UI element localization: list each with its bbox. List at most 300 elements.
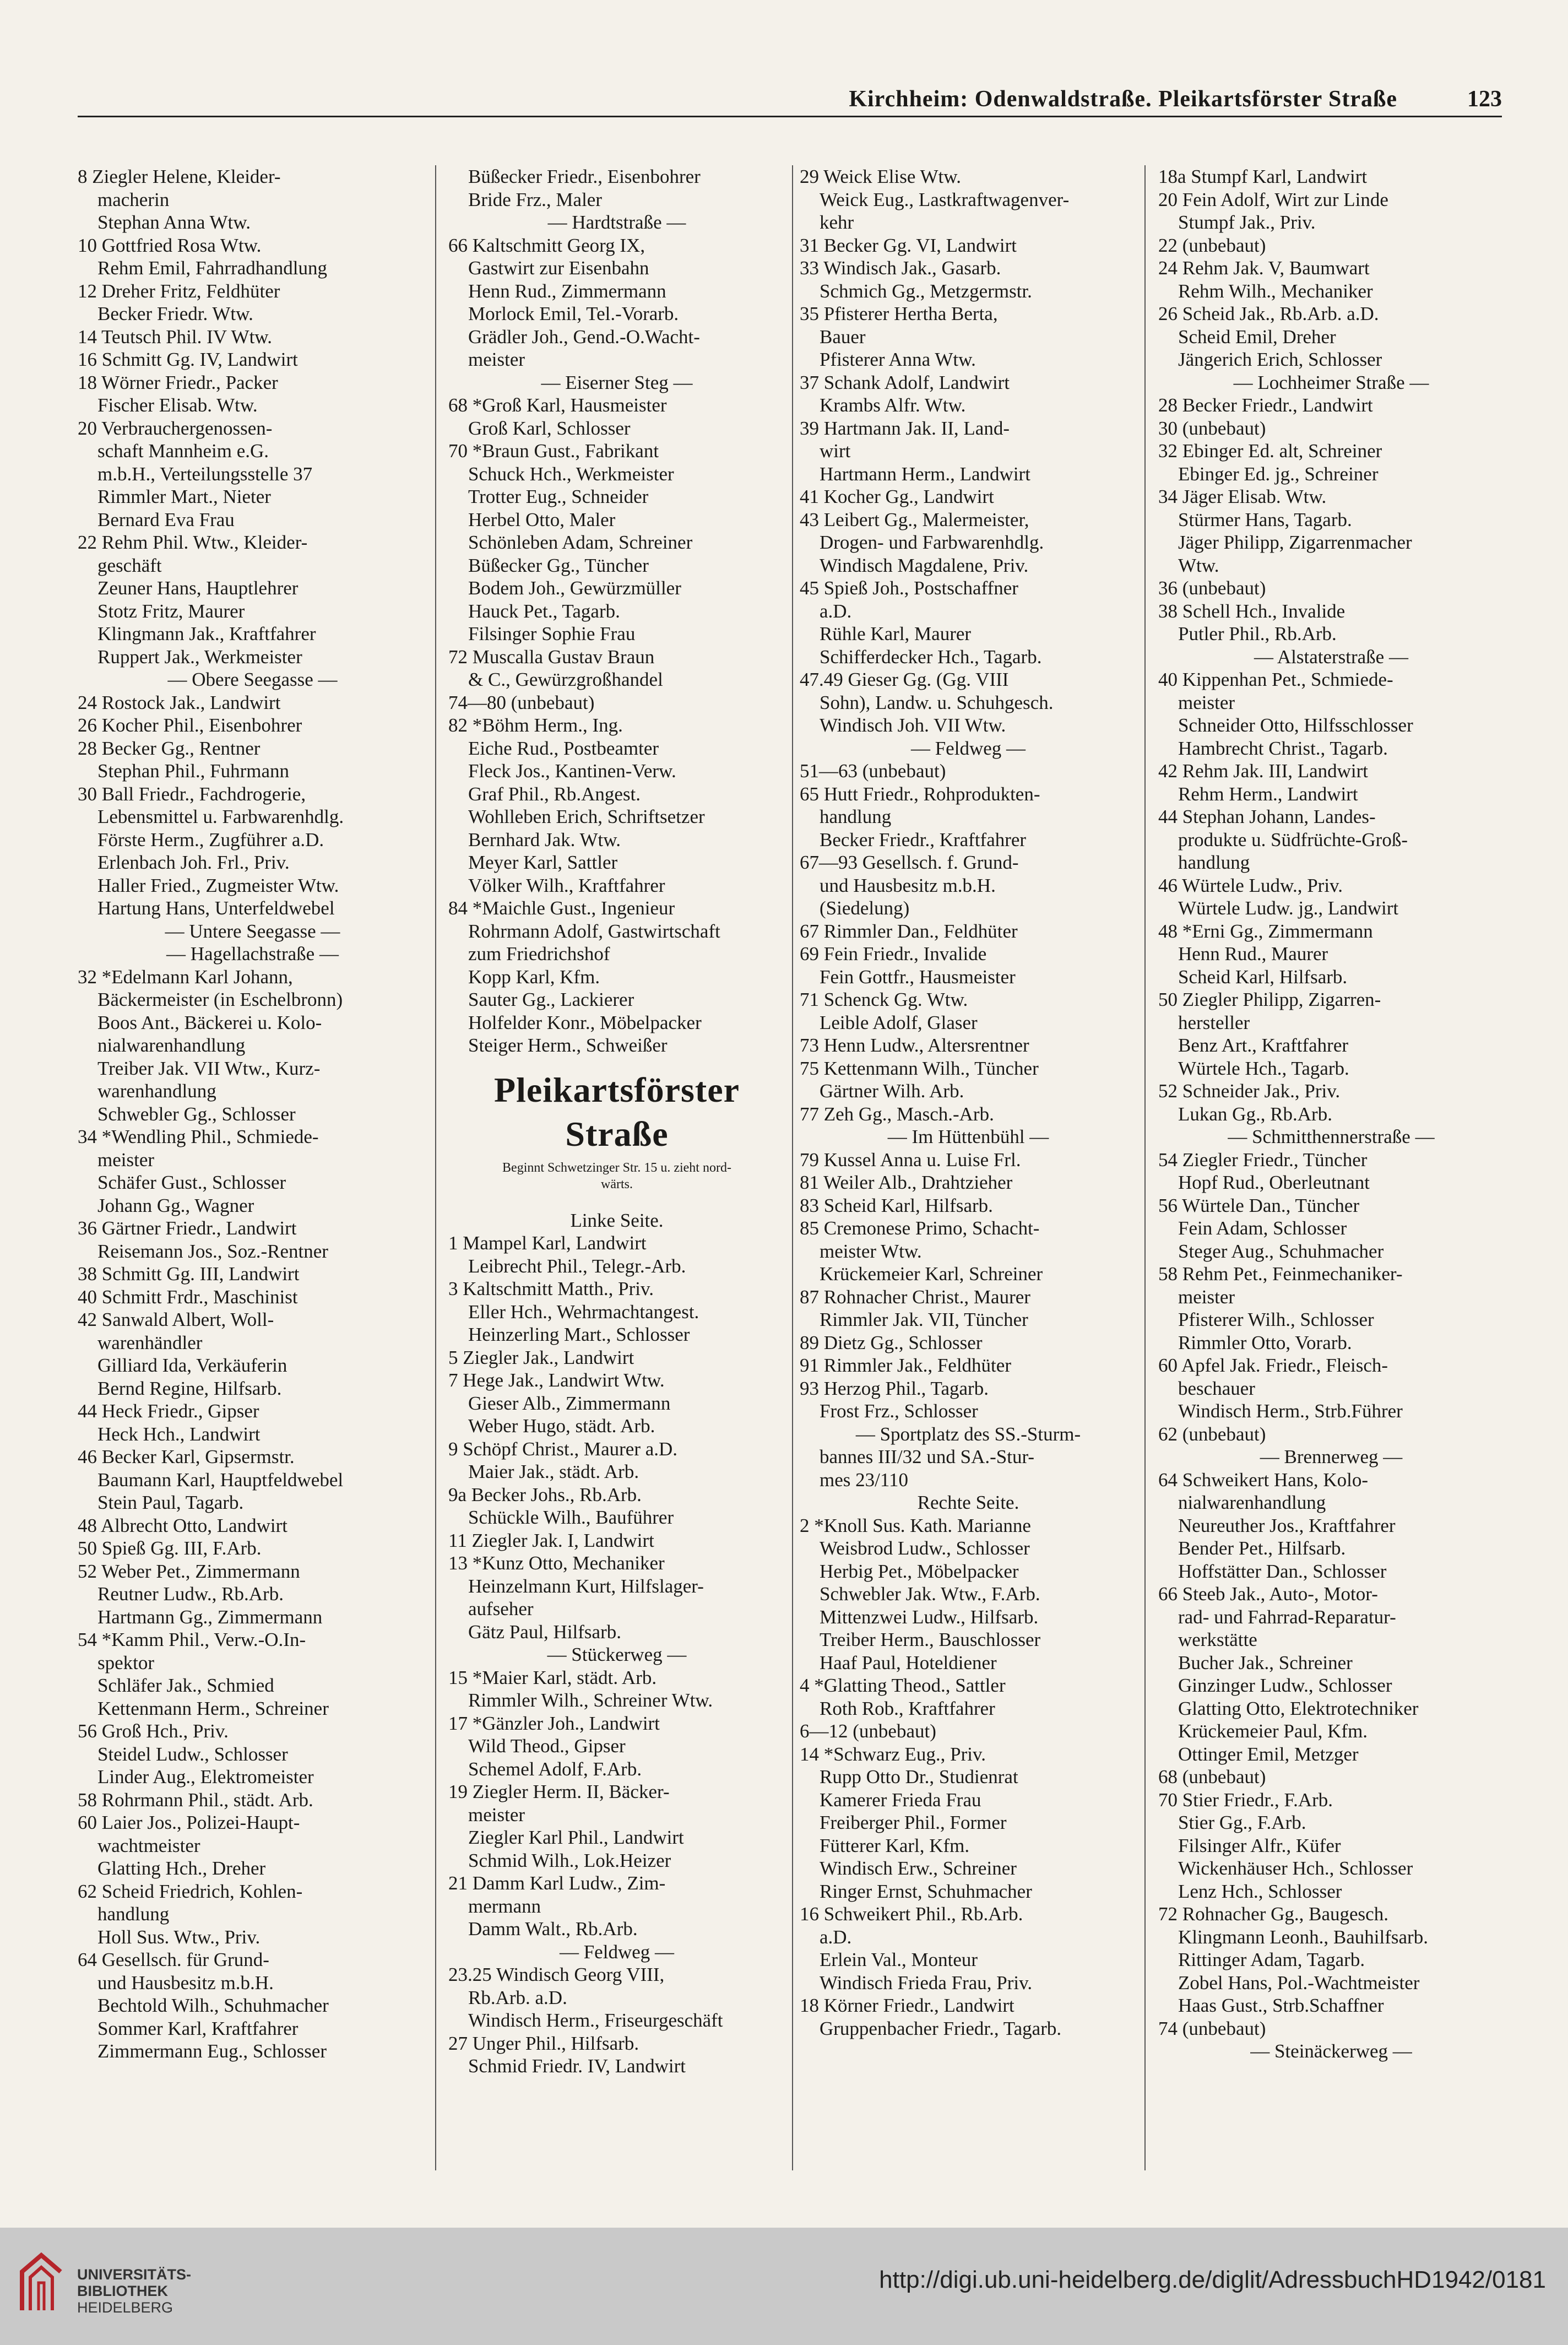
entry-line: handlung [1178,852,1250,873]
entry-line: Glatting Hch., Dreher [97,1857,266,1879]
entry-line: Becker Friedr. Wtw. [97,303,253,324]
entry-line: meister [97,1149,155,1171]
entry-line: 40 Kippenhan Pet., Schmiede- [1158,669,1393,690]
entry-line: Ringer Ernst, Schuhmacher [820,1880,1032,1902]
entry-line: Linder Aug., Elektromeister [97,1766,314,1788]
entry-line: Stürmer Hans, Tagarb. [1178,508,1352,530]
entry-line: Hambrecht Christ., Tagarb. [1178,737,1388,759]
entry-line: Hartmann Herm., Landwirt [820,463,1030,485]
entry-line: Fein Adam, Schlosser [1178,1217,1347,1239]
entry-line: Haaf Paul, Hoteldiener [820,1651,997,1674]
entry-line: 91 Rimmler Jak., Feldhüter [800,1355,1011,1376]
entry-line: 2 *Knoll Sus. Kath. Marianne [800,1514,1031,1536]
entry-line: 38 Schell Hch., Invalide [1158,600,1345,622]
entry-line: 11 Ziegler Jak. I, Landwirt [448,1529,654,1551]
entry-line: Lenz Hch., Schlosser [1178,1880,1342,1902]
entry-line: Baumann Karl, Hauptfeldwebel [97,1469,344,1491]
entry-line: Pfisterer Anna Wtw. [820,349,976,370]
entry-line: Gätz Paul, Hilfsarb. [468,1621,621,1643]
entry-line: Gärtner Wilh. Arb. [820,1080,964,1102]
entry-line: Neureuther Jos., Kraftfahrer [1178,1514,1396,1536]
entry-line: Hartmann Gg., Zimmermann [97,1606,323,1628]
entry-line: Windisch Herm., Strb.Führer [1178,1400,1403,1422]
street-subheading: — Lochheimer Straße — [1233,371,1429,393]
entry-line: Wild Theod., Gipser [468,1735,626,1757]
entry-line: Büßecker Friedr., Eisenbohrer [468,166,701,187]
entry-line: 24 Rehm Jak. V, Baumwart [1158,257,1370,279]
entry-line: Stier Gg., F.Arb. [1178,1812,1306,1833]
entry-line: 83 Scheid Karl, Hilfsarb. [800,1194,993,1216]
entry-line: bannes III/32 und SA.-Stur- [820,1446,1035,1467]
entry-line: 51—63 (unbebaut) [800,760,946,782]
page-number: 123 [1467,86,1502,112]
entry-line: Herbig Pet., Möbelpacker [820,1560,1019,1582]
entry-line: Eller Hch., Wehrmachtangest. [468,1301,699,1323]
entry-line: Lebensmittel u. Farbwarenhdlg. [97,806,344,827]
entry-line: Würtele Hch., Tagarb. [1178,1057,1349,1079]
entry-line: Erlenbach Joh. Frl., Priv. [97,852,290,873]
entry-line: aufseher [468,1598,534,1620]
entry-line: 73 Henn Ludw., Altersrentner [800,1035,1029,1056]
entry-line: 23.25 Windisch Georg VIII, [448,1964,665,1985]
entry-line: warenhandlung [97,1080,216,1102]
entry-line: Schneider Otto, Hilfsschlosser [1178,714,1413,736]
entry-line: Haas Gust., Strb.Schaffner [1178,1995,1384,2016]
entry-line: Bucher Jak., Schreiner [1178,1651,1353,1674]
entry-line: (Siedelung) [820,897,910,919]
entry-line: 15 *Maier Karl, städt. Arb. [448,1666,657,1688]
entry-line: 71 Schenck Gg. Wtw. [800,989,968,1010]
entry-line: Rittinger Adam, Tagarb. [1178,1949,1365,1970]
entry-line: Klingmann Jak., Kraftfahrer [97,623,316,645]
entry-line: 31 Becker Gg. VI, Landwirt [800,234,1017,256]
entry-line: Rimmler Otto, Vorarb. [1178,1331,1352,1353]
entry-line: Rimmler Wilh., Schreiner Wtw. [468,1689,713,1711]
entry-line: kehr [820,212,854,233]
entry-line: Windisch Herm., Friseurgeschäft [468,2010,723,2031]
entry-line: nialwarenhandlung [1178,1492,1326,1513]
entry-line: 24 Rostock Jak., Landwirt [78,691,281,713]
entry-line: Hartung Hans, Unterfeldwebel [97,897,335,919]
entry-line: 41 Kocher Gg., Landwirt [800,486,994,507]
entry-line: Reutner Ludw., Rb.Arb. [97,1583,284,1605]
entry-line: 9a Becker Johs., Rb.Arb. [448,1483,642,1505]
entry-line: Zeuner Hans, Hauptlehrer [97,577,299,599]
entry-line: 42 Rehm Jak. III, Landwirt [1158,760,1369,782]
entry-line: Bäckermeister (in Eschelbronn) [97,989,343,1010]
column-2 [448,165,785,2078]
entry-line: rad- und Fahrrad-Reparatur- [1178,1606,1396,1628]
entry-line: Klingmann Leonh., Bauhilfsarb. [1178,1926,1428,1948]
entry-line: Morlock Emil, Tel.-Vorarb. [468,303,679,324]
entry-line: Treiber Jak. VII Wtw., Kurz- [97,1057,321,1079]
entry-line: Schückle Wilh., Bauführer [468,1507,674,1528]
entry-line: Bernard Eva Frau [97,508,235,530]
entry-line: nialwarenhandlung [97,1035,246,1056]
entry-line: 68 (unbebaut) [1158,1766,1266,1788]
entry-line: meister [468,349,525,370]
street-subheading: — Sportplatz des SS.-Sturm- [855,1423,1081,1445]
entry-line: Johann Gg., Wagner [97,1194,254,1216]
street-subheading: — Alstaterstraße — [1254,646,1408,668]
entry-line: 74—80 (unbebaut) [448,691,595,713]
street-subheading: — Feldweg — [910,737,1026,759]
entry-line: Schwebler Jak. Wtw., F.Arb. [820,1583,1040,1605]
entry-line: Bauer [820,326,866,348]
entry-line: 54 Ziegler Friedr., Tüncher [1158,1149,1368,1171]
entry-line: 74 (unbebaut) [1158,2017,1266,2039]
entry-line: Kopp Karl, Kfm. [468,966,600,988]
entry-line: 64 Schweikert Hans, Kolo- [1158,1469,1369,1491]
entry-line: 70 *Braun Gust., Fabrikant [448,440,659,462]
entry-line: Stumpf Jak., Priv. [1178,212,1316,233]
entry-line: Rehm Herm., Landwirt [1178,783,1358,805]
entry-line: 48 Albrecht Otto, Landwirt [78,1514,288,1536]
entry-line: Wohlleben Erich, Schriftsetzer [468,806,705,827]
entry-line: und Hausbesitz m.b.H. [820,874,996,896]
entry-line: Leible Adolf, Glaser [820,1011,978,1033]
entry-line: Gilliard Ida, Verkäuferin [97,1355,287,1376]
entry-line: 20 Fein Adolf, Wirt zur Linde [1158,188,1388,210]
entry-line: Damm Walt., Rb.Arb. [468,1918,638,1940]
entry-line: Lukan Gg., Rb.Arb. [1178,1103,1332,1125]
entry-line: 38 Schmitt Gg. III, Landwirt [78,1263,300,1285]
entry-line: 44 Stephan Johann, Landes- [1158,806,1376,827]
entry-line: 22 Rehm Phil. Wtw., Kleider- [78,532,308,553]
entry-line: Jäger Philipp, Zigarrenmacher [1178,532,1412,553]
column-divider [1144,165,1146,2170]
entry-line: 67 Rimmler Dan., Feldhüter [800,920,1018,942]
street-subheading: — Im Hüttenbühl — [887,1126,1049,1147]
entry-line: macherin [97,188,170,210]
entry-line: 56 Würtele Dan., Tüncher [1158,1194,1360,1216]
entry-line: wirt [820,440,851,462]
entry-line: Würtele Ludw. jg., Landwirt [1178,897,1399,919]
entry-line: Schifferdecker Hch., Tagarb. [820,646,1042,668]
entry-line: Sauter Gg., Lackierer [468,989,634,1010]
entry-line: Groß Karl, Schlosser [468,417,631,439]
entry-line: Schäfer Gust., Schlosser [97,1172,286,1193]
entry-line: 52 Weber Pet., Zimmermann [78,1560,300,1582]
entry-line: Maier Jak., städt. Arb. [468,1461,639,1482]
entry-line: Krambs Alfr. Wtw. [820,394,966,416]
column-4 [1158,165,1504,2063]
entry-line: Schwebler Gg., Schlosser [97,1103,296,1125]
street-subheading: — Brennerweg — [1260,1446,1403,1467]
entry-line: Schemel Adolf, F.Arb. [468,1758,642,1780]
entry-line: Bride Frz., Maler [468,188,602,210]
entry-line: 20 Verbrauchergenossen- [78,417,273,439]
street-subheading: — Untere Seegasse — [165,920,340,942]
entry-line: 66 Kaltschmitt Georg IX, [448,234,645,256]
entry-line: Meyer Karl, Sattler [468,852,618,873]
entry-line: meister Wtw. [820,1240,922,1262]
entry-line: Windisch Joh. VII Wtw. [820,714,1006,736]
entry-line: Weick Eug., Lastkraftwagenver- [820,188,1070,210]
entry-line: meister [1178,691,1235,713]
column-1 [78,165,427,2063]
entry-line: geschäft [97,554,162,576]
entry-line: Bernhard Jak. Wtw. [468,828,621,851]
entry-line: Ottinger Emil, Metzger [1178,1743,1359,1765]
entry-line: Fischer Elisab. Wtw. [97,394,258,416]
entry-line: Bodem Joh., Gewürzmüller [468,577,681,599]
entry-line: zum Friedrichshof [468,943,610,965]
street-subheading: — Obere Seegasse — [167,669,338,690]
entry-line: 4 *Glatting Theod., Sattler [800,1675,1006,1696]
entry-line: meister [1178,1286,1235,1308]
entry-line: Filsinger Sophie Frau [468,623,636,645]
street-subheading: — Feldweg — [559,1941,675,1963]
entry-line: Zimmermann Eug., Schlosser [97,2040,327,2062]
entry-line: Sohn), Landw. u. Schuhgesch. [820,691,1054,713]
entry-line: Fütterer Karl, Kfm. [820,1834,970,1856]
entry-line: 19 Ziegler Herm. II, Bäcker- [448,1781,670,1802]
entry-line: 14 Teutsch Phil. IV Wtw. [78,326,273,348]
entry-line: Boos Ant., Bäckerei u. Kolo- [97,1011,322,1033]
entry-line: Bernd Regine, Hilfsarb. [97,1377,282,1399]
entry-line: 6—12 (unbebaut) [800,1720,936,1742]
entry-line: handlung [97,1903,170,1925]
entry-line: Hoffstätter Dan., Schlosser [1178,1560,1387,1582]
entry-line: 8 Ziegler Helene, Kleider- [78,166,281,187]
entry-line: Leibrecht Phil., Telegr.-Arb. [468,1255,686,1277]
column-3 [800,165,1137,2040]
entry-line: 18a Stumpf Karl, Landwirt [1158,166,1368,187]
entry-line: 58 Rehm Pet., Feinmechaniker- [1158,1263,1403,1285]
entry-line: Scheid Karl, Hilfsarb. [1178,966,1348,988]
entry-line: 33 Windisch Jak., Gasarb. [800,257,1001,279]
entry-line: 36 (unbebaut) [1158,577,1266,599]
entry-line: 47.49 Gieser Gg. (Gg. VIII [800,669,1009,690]
entry-line: Rimmler Mart., Nieter [97,486,271,507]
entry-line: Holfelder Konr., Möbelpacker [468,1011,702,1033]
entry-line: schaft Mannheim e.G. [97,440,269,462]
entry-line: Trotter Eug., Schneider [468,486,649,507]
entry-line: 44 Heck Friedr., Gipser [78,1400,259,1422]
footer-bar [0,2228,1568,2345]
entry-line: Windisch Magdalene, Priv. [820,554,1029,576]
entry-line: 14 *Schwarz Eug., Priv. [800,1743,986,1765]
entry-line: 52 Schneider Jak., Priv. [1158,1080,1341,1102]
entry-line: Heinzelmann Kurt, Hilfslager- [468,1575,704,1597]
side-heading: Rechte Seite. [917,1492,1019,1513]
entry-line: Kamerer Frieda Frau [820,1789,981,1811]
entry-line: mes 23/110 [820,1469,909,1491]
entry-line: Holl Sus. Wtw., Priv. [97,1926,261,1948]
entry-line: 36 Gärtner Friedr., Landwirt [78,1217,297,1239]
entry-line: 50 Ziegler Philipp, Zigarren- [1158,989,1381,1010]
entry-line: produkte u. Südfrüchte-Groß- [1178,828,1408,851]
entry-line: 62 Scheid Friedrich, Kohlen- [78,1880,303,1902]
entry-line: 67—93 Gesellsch. f. Grund- [800,852,1019,873]
entry-line: Wickenhäuser Hch., Schlosser [1178,1857,1413,1879]
entry-line: Windisch Frieda Frau, Priv. [820,1972,1033,1994]
entry-line: Becker Friedr., Kraftfahrer [820,828,1027,851]
entry-line: 9 Schöpf Christ., Maurer a.D. [448,1438,678,1460]
entry-line: Heinzerling Mart., Schlosser [468,1324,690,1345]
entry-line: Henn Rud., Zimmermann [468,280,666,302]
street-subheading: — Steinäckerweg — [1250,2040,1412,2062]
entry-line: 46 Würtele Ludw., Priv. [1158,874,1343,896]
entry-line: 60 Apfel Jak. Friedr., Fleisch- [1158,1355,1388,1376]
entry-line: m.b.H., Verteilungsstelle 37 [97,463,313,485]
entry-line: Heck Hch., Landwirt [97,1423,261,1445]
entry-line: Schuck Hch., Werkmeister [468,463,674,485]
entry-line: 89 Dietz Gg., Schlosser [800,1331,983,1353]
entry-line: Völker Wilh., Kraftfahrer [468,874,665,896]
entry-line: 93 Herzog Phil., Tagarb. [800,1377,989,1399]
entry-line: 18 Körner Friedr., Landwirt [800,1995,1014,2016]
street-subheading: — Schmitthennerstraße — [1228,1126,1435,1147]
entry-line: Jängerich Erich, Schlosser [1178,349,1382,370]
entry-line: 28 Becker Gg., Rentner [78,737,261,759]
entry-line: Gastwirt zur Eisenbahn [468,257,649,279]
entry-line: Eiche Rud., Postbeamter [468,737,659,759]
library-name [77,2266,191,2316]
entry-line: Frost Frz., Schlosser [820,1400,978,1422]
entry-line: 30 (unbebaut) [1158,417,1266,439]
entry-line: Fleck Jos., Kantinen-Verw. [468,760,676,782]
entry-line: 85 Cremonese Primo, Schacht- [800,1217,1040,1239]
entry-line: Bechtold Wilh., Schuhmacher [97,1995,329,2016]
entry-line: 79 Kussel Anna u. Luise Frl. [800,1149,1021,1171]
entry-line: Bender Pet., Hilfsarb. [1178,1537,1346,1559]
entry-line: Kettenmann Herm., Schreiner [97,1697,329,1719]
entry-line: 72 Muscalla Gustav Braun [448,646,655,668]
entry-line: Stephan Anna Wtw. [97,212,251,233]
entry-line: 45 Spieß Joh., Postschaffner [800,577,1018,599]
entry-line: 34 *Wendling Phil., Schmiede- [78,1126,319,1147]
entry-line: mermann [468,1895,541,1917]
entry-line: 16 Schweikert Phil., Rb.Arb. [800,1903,1023,1925]
entry-line: a.D. [820,1926,852,1948]
entry-line: 10 Gottfried Rosa Wtw. [78,234,262,256]
entry-line: & C., Gewürzgroßhandel [468,669,663,690]
entry-line: meister [468,1804,525,1826]
entry-line: Stephan Phil., Fuhrmann [97,760,290,782]
entry-line: Mittenzwei Ludw., Hilfsarb. [820,1606,1039,1628]
entry-line: 18 Wörner Friedr., Packer [78,371,278,393]
entry-line: Rohrmann Adolf, Gastwirtschaft [468,920,720,942]
page-header [78,83,1502,117]
entry-line: 70 Stier Friedr., F.Arb. [1158,1789,1333,1811]
entry-line: Rehm Emil, Fahrradhandlung [97,257,328,279]
entry-line: 32 *Edelmann Karl Johann, [78,966,293,988]
entry-line: Gieser Alb., Zimmermann [468,1392,671,1414]
entry-line: Krückemeier Paul, Kfm. [1178,1720,1368,1742]
entry-line: 69 Fein Friedr., Invalide [800,943,987,965]
entry-line: 5 Ziegler Jak., Landwirt [448,1346,634,1368]
street-note-2: wärts. [601,1177,633,1192]
entry-line: Henn Rud., Maurer [1178,943,1328,965]
entry-line: 34 Jäger Elisab. Wtw. [1158,486,1327,507]
entry-line: 42 Sanwald Albert, Woll- [78,1309,274,1330]
entry-line: 32 Ebinger Ed. alt, Schreiner [1158,440,1382,462]
entry-line: 35 Pfisterer Hertha Berta, [800,303,998,324]
entry-line: warenhändler [97,1331,203,1353]
entry-line: Putler Phil., Rb.Arb. [1178,623,1337,645]
entry-line: Rb.Arb. a.D. [468,1986,567,2008]
street-heading: Pleikartsförster Straße [493,1070,740,1153]
entry-line: 40 Schmitt Frdr., Maschinist [78,1286,298,1308]
entry-line: Steidel Ludw., Schlosser [97,1743,288,1765]
entry-line: Ginzinger Ludw., Schlosser [1178,1675,1392,1696]
entry-line: 28 Becker Friedr., Landwirt [1158,394,1373,416]
street-subheading: — Eiserner Steg — [541,371,693,393]
entry-line: Steiger Herm., Schweißer [468,1035,668,1056]
street-subheading: — Stückerweg — [547,1644,687,1665]
entry-line: 26 Kocher Phil., Eisenbohrer [78,714,302,736]
entry-line: Wtw. [1178,554,1219,576]
entry-line: Ruppert Jak., Werkmeister [97,646,302,668]
entry-line: 72 Rohnacher Gg., Baugesch. [1158,1903,1388,1925]
entry-line: werkstätte [1178,1629,1257,1650]
entry-line: Gruppenbacher Friedr., Tagarb. [820,2017,1062,2039]
entry-line: 65 Hutt Friedr., Rohprodukten- [800,783,1040,805]
entry-line: 58 Rohrmann Phil., städt. Arb. [78,1789,313,1811]
entry-line: Erlein Val., Monteur [820,1949,978,1970]
entry-line: Sommer Karl, Kraftfahrer [97,2017,299,2039]
entry-line: Weisbrod Ludw., Schlosser [820,1537,1030,1559]
entry-line: Herbel Otto, Maler [468,508,616,530]
entry-line: 21 Damm Karl Ludw., Zim- [448,1872,666,1894]
entry-line: Stotz Fritz, Maurer [97,600,245,622]
running-title: Kirchheim: Odenwaldstraße. Pleikartsförster Straße [849,86,1397,112]
entry-line: 26 Scheid Jak., Rb.Arb. a.D. [1158,303,1379,324]
library-logo-icon [17,2250,66,2316]
entry-line: Ebinger Ed. jg., Schreiner [1178,463,1379,485]
entry-line: Reisemann Jos., Soz.-Rentner [97,1240,328,1262]
entry-line: Schmich Gg., Metzgermstr. [820,280,1032,302]
entry-line: Grädler Joh., Gend.-O.Wacht- [468,326,700,348]
entry-line: Filsinger Alfr., Küfer [1178,1834,1341,1856]
entry-line: Rehm Wilh., Mechaniker [1178,280,1373,302]
entry-line: Glatting Otto, Elektrotechniker [1178,1697,1419,1719]
entry-line: Scheid Emil, Dreher [1178,326,1336,348]
entry-line: 29 Weick Elise Wtw. [800,166,962,187]
entry-line: Treiber Herm., Bauschlosser [820,1629,1041,1650]
entry-line: Zobel Hans, Pol.-Wachtmeister [1178,1972,1420,1994]
entry-line: Schmid Wilh., Lok.Heizer [468,1849,671,1871]
entry-line: Förste Herm., Zugführer a.D. [97,828,324,851]
entry-line: spektor [97,1651,155,1674]
entry-line: Hauck Pet., Tagarb. [468,600,620,622]
entry-line: 54 *Kamm Phil., Verw.-O.In- [78,1629,306,1650]
entry-line: handlung [820,806,892,827]
entry-line: 43 Leibert Gg., Malermeister, [800,508,1029,530]
entry-line: Rupp Otto Dr., Studienrat [820,1766,1018,1788]
entry-line: Roth Rob., Kraftfahrer [820,1697,995,1719]
entry-line: 39 Hartmann Jak. II, Land- [800,417,1010,439]
entry-line: 66 Steeb Jak., Auto-, Motor- [1158,1583,1378,1605]
library-name-line: HEIDELBERG [77,2299,173,2316]
entry-line: 50 Spieß Gg. III, F.Arb. [78,1537,262,1559]
source-url[interactable]: http://digi.ub.uni-heidelberg.de/diglit/AdressbuchHD1942/0181 [879,2266,1546,2293]
entry-line: Drogen- und Farbwarenhdlg. [820,532,1044,553]
entry-line: 17 *Gänzler Joh., Landwirt [448,1712,660,1734]
entry-line: Hopf Rud., Oberleutnant [1178,1172,1370,1193]
column-divider [792,165,793,2170]
entry-line: 30 Ball Friedr., Fachdrogerie, [78,783,306,805]
side-heading: Linke Seite. [570,1209,664,1231]
entry-line: Schönleben Adam, Schreiner [468,532,693,553]
library-name-line: BIBLIOTHEK [77,2283,168,2299]
entry-line: 68 *Groß Karl, Hausmeister [448,394,667,416]
entry-line: 22 (unbebaut) [1158,234,1266,256]
entry-line: Rimmler Jak. VII, Tüncher [820,1309,1028,1330]
entry-line: 87 Rohnacher Christ., Maurer [800,1286,1030,1308]
